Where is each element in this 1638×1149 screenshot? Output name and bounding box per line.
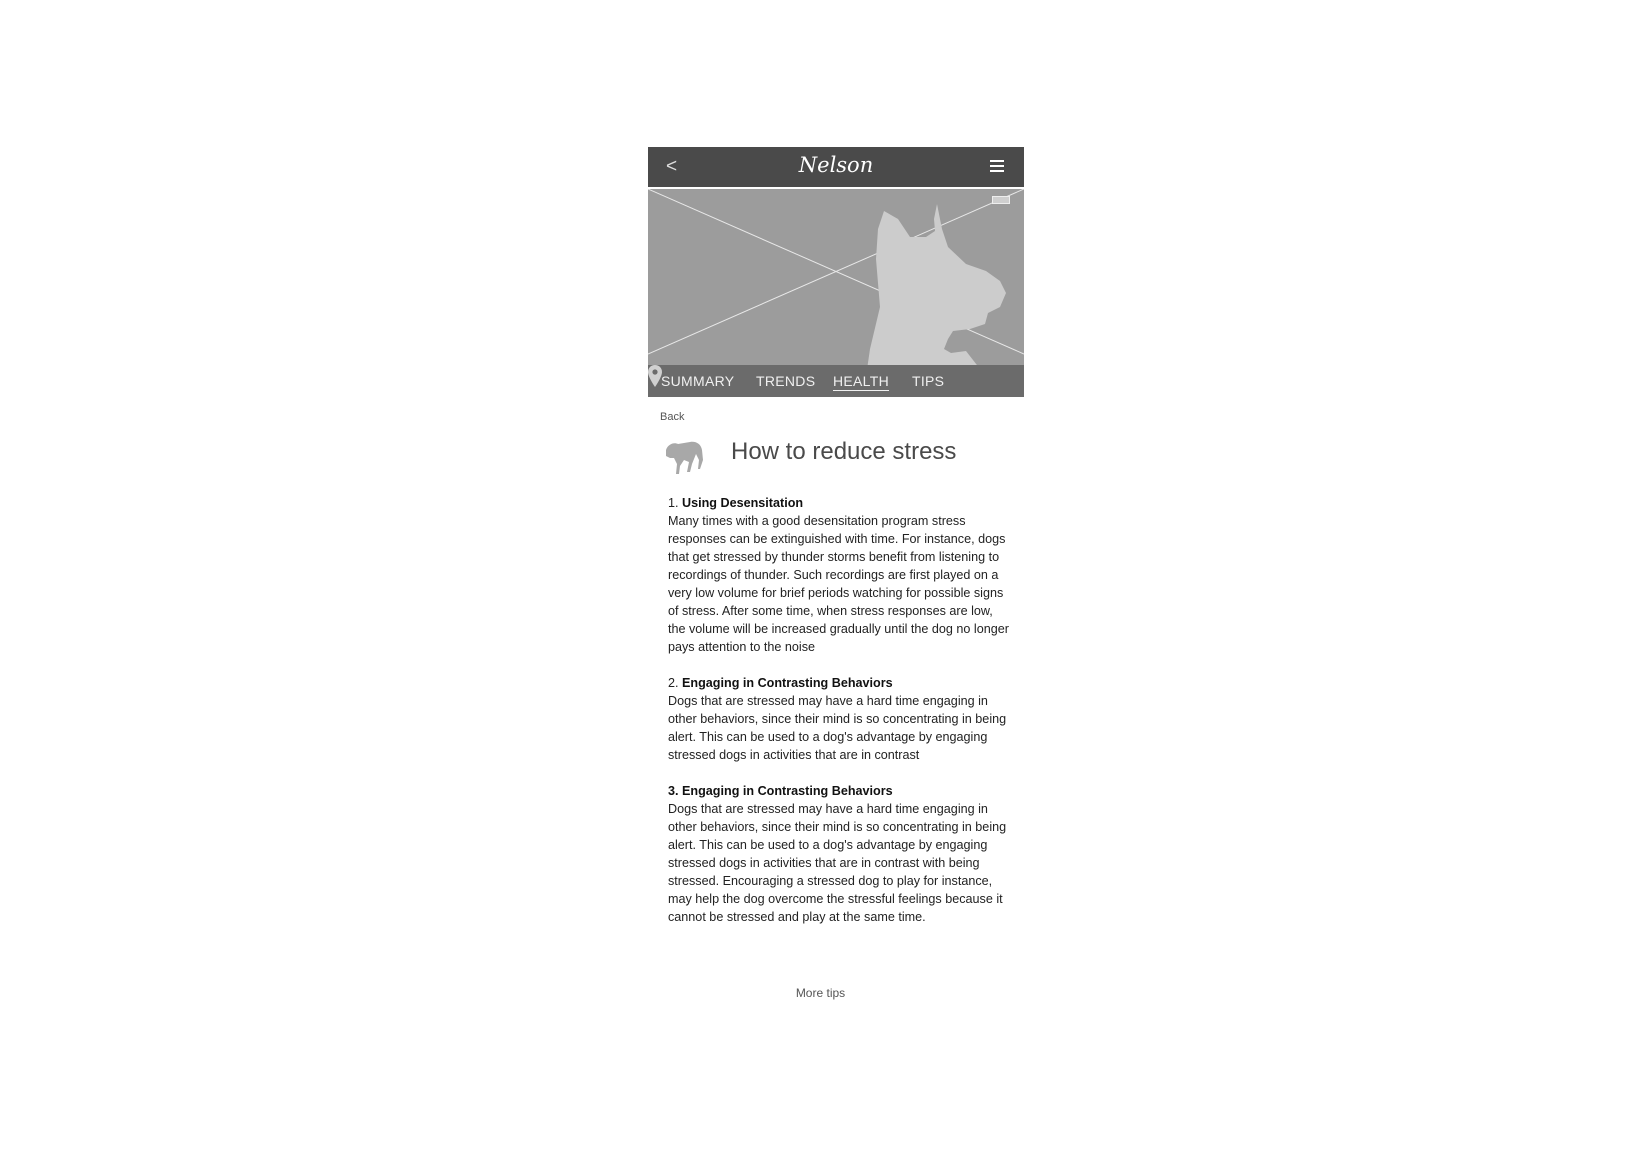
tip-heading: Engaging in Contrasting Behaviors	[682, 676, 893, 690]
app-header	[648, 147, 1024, 187]
tab-summary[interactable]: SUMMARY	[661, 373, 735, 389]
more-tips-link[interactable]: More tips	[795, 986, 846, 1000]
tip-number: 3.	[668, 784, 679, 798]
tip-number: 2.	[668, 676, 679, 690]
tip-body: Dogs that are stressed may have a hard time engaging in other behaviors, since their mind is so concentrating in being alert. This can be used to a dog's advantage by engaging stressed dogs in activities that are in contrast	[668, 694, 1007, 762]
location-pin-icon[interactable]	[648, 365, 662, 387]
dog-name-title: Nelson	[798, 153, 874, 177]
article-back-link[interactable]: Back	[660, 411, 685, 423]
header-back-button[interactable]: <	[666, 156, 678, 177]
tip-body: Many times with a good desensitation program stress responses can be extinguished with time. For instance, dogs that get stressed by thunder storms benefit from listening to recordings of thunder. Such recordings are first played on a very low volume for brief periods watching for possible signs of stress. After some time, when stress responses are low, the volume will be increased gradually until the dog no longer pays attention to the noise	[668, 514, 1009, 654]
battery-icon	[992, 196, 1010, 204]
tip-section	[668, 782, 1013, 926]
tip-number: 1.	[668, 496, 679, 510]
tip-heading: Engaging in Contrasting Behaviors	[682, 784, 893, 798]
hero-image-placeholder	[648, 189, 1024, 397]
tip-section	[668, 494, 1013, 656]
tip-section	[668, 674, 1013, 764]
sniffing-dog-icon	[662, 436, 706, 476]
article-content	[668, 494, 1013, 944]
phone-screen	[648, 147, 1024, 1000]
tip-body: Dogs that are stressed may have a hard time engaging in other behaviors, since their mind is so concentrating in being alert. This can be used to a dog's advantage by engaging stressed dogs in activities that are in contrast with being stressed. Encouraging a stressed dog to play for instance, may help the dog overcome the stressful feelings because it cannot be stressed and play at the same time.	[668, 802, 1007, 924]
article-title: How to reduce stress	[731, 438, 957, 465]
tab-health[interactable]: HEALTH	[833, 373, 889, 389]
tab-bar	[648, 365, 1024, 397]
hamburger-menu-icon[interactable]	[990, 160, 1004, 173]
tip-heading: Using Desensitation	[682, 496, 804, 510]
tab-trends[interactable]: TRENDS	[756, 373, 816, 389]
tab-tips[interactable]: TIPS	[912, 373, 945, 389]
